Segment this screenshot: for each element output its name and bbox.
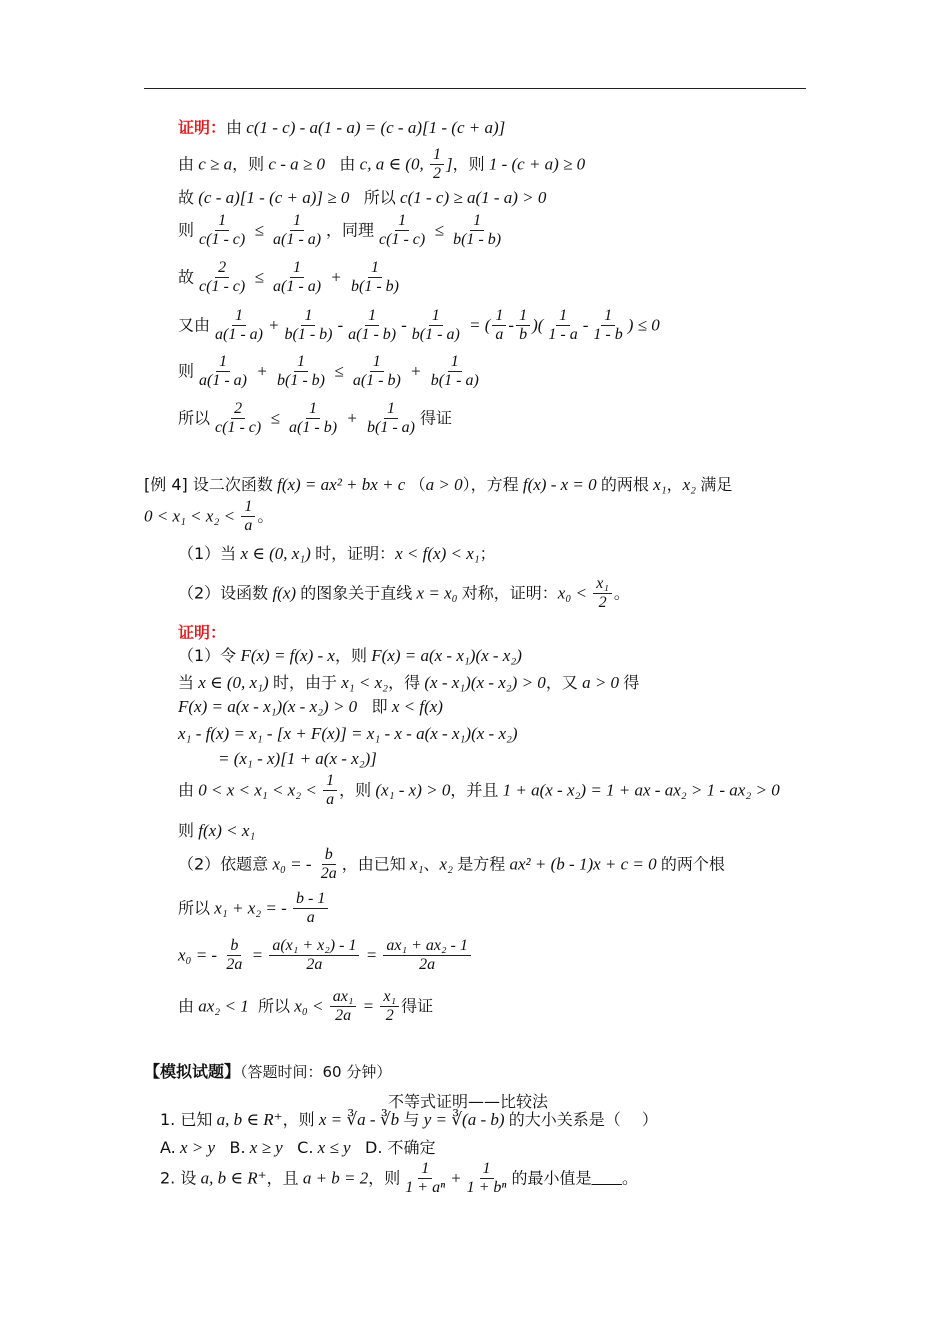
mock-test-heading: [144, 1064, 391, 1080]
proof-line-1: 证明：由 c(1 - c) - a(1 - a) = (c - a)[1 - (c + a)]: [178, 118, 506, 137]
proof-step-10: x₀ = - $\frac{b}{2a}$ = $\frac{\text{a(x₁ + x₂) - 1}}{2a}$ = $\frac{\text{ax₁ + ax₂ - 1}}{2a}$: [178, 937, 473, 975]
mock-test-time: （答题时间：60 分钟）: [240, 1063, 392, 1081]
proof-line-7: 则 $\frac{1}{a(1 - a)}$ + $\frac{1}{b(1 - b)}$ ≤ $\frac{1}{a(1 - b)}$ + $\frac{1}{b(1 - a)}$: [178, 353, 479, 390]
proof-step-4: x₁ - f(x) = x₁ - [x + F(x)] = x₁ - x - a(x - x₁)(x - x₂): [178, 724, 518, 743]
proof-line-3: 故 (c - a)[1 - (c + a)] ≥ 0 所以 c(1 - c) ≥ a(1 - a) > 0: [178, 188, 547, 207]
proof-step-6: 由 0 < x < x₁ < x₂ < $\frac{1}{a}$ ，则 (x₁ - x) > 0，并且 1 + a(x - x₂) = 1 + ax - ax₂ > 1 - ax₂ > 0: [178, 772, 780, 809]
example-4-question-2: （2）设函数 f(x) 的图象关于直线 x = x₀ 对称，证明：x₀ < $\frac{\text{x₁}}{2}$ 。: [178, 575, 630, 612]
proof-step-5: = (x₁ - x)[1 + a(x - x₂)]: [218, 749, 377, 768]
proof-line-6: 又由 $\frac{1}{a(1 - a)}$ + $\frac{1}{b(1 - b)}$ - $\frac{1}{a(1 - b)}$ - $\frac{1}{b(1 - a)}$ = ( $\frac{1}{a}$ - $\frac{1}{b}$ )( $\frac{1}{1 - a}$ - $\frac{1}{1 - b}$ ) ≤ 0: [178, 307, 660, 344]
proof-step-7: 则 f(x) < x₁: [178, 821, 256, 840]
proof-line-2: 由 c ≥ a，则 c - a ≥ 0 由 c, a ∈ (0, $\frac{1}{2}$ ]，则 1 - (c + a) ≥ 0: [178, 146, 586, 183]
example-4-condition: 0 < x₁ < x₂ < $\frac{1}{a}$ 。: [144, 498, 274, 535]
proof-line-8: 所以 $\frac{2}{c(1 - c)}$ ≤ $\frac{1}{a(1 - b)}$ + $\frac{1}{b(1 - a)}$ 得证: [178, 400, 453, 437]
mock-test-subtitle: 不等式证明——比较法: [388, 1092, 549, 1111]
proof-step-3: F(x) = a(x - x₁)(x - x₂) > 0 即 x < f(x): [178, 697, 443, 716]
proof-line-4: 则 $\frac{1}{c(1 - c)}$ ≤ $\frac{1}{a(1 - a)}$ ，同理 $\frac{1}{c(1 - c)}$ ≤ $\frac{1}{b(1 - b)}$: [178, 212, 502, 249]
header-rule: [144, 88, 806, 89]
example-4-question-1: （1）当 x ∈ (0, x₁) 时，证明：x < f(x) < x₁；: [178, 544, 496, 563]
proof-line-5: 故 $\frac{2}{c(1 - c)}$ ≤ $\frac{1}{a(1 - a)}$ + $\frac{1}{b(1 - b)}$: [178, 259, 399, 296]
proof-step-8: （2）依题意 x₀ = - $\frac{b}{2a}$ ，由已知 x₁、x₂ 是方程 ax² + (b - 1)x + c = 0 的两个根: [178, 846, 725, 883]
mock-question-1-options: A. x > y B. x ≥ y C. x ≤ y D. 不确定: [160, 1138, 436, 1157]
mock-test-title: 【模拟试题】: [144, 1062, 241, 1081]
proof-step-11: 由 ax₂ < 1 所以 x₀ < $\frac{\text{ax₁}}{2a}$ = $\frac{\text{x₁}}{2}$ 得证: [178, 988, 434, 1025]
mock-question-2: 2. 设 a, b ∈ R⁺，且 a + b = 2，则 $\frac{1}{\text{1 + aⁿ}}$ + $\frac{1}{\text{1 + bⁿ}}$ 的最小值是 。: [160, 1160, 639, 1197]
example-4-statement: [例 4] 设二次函数 f(x) = ax² + bx + c （a > 0），方程 f(x) - x = 0 的两根 x₁，x₂ 满足: [144, 475, 733, 494]
proof-step-1: （1）令 F(x) = f(x) - x，则 F(x) = a(x - x₁)(x - x₂): [178, 646, 522, 665]
proof-step-9: 所以 x₁ + x₂ = - $\frac{b - 1}{a}$: [178, 890, 330, 928]
proof-label: 证明：: [178, 623, 227, 642]
proof-step-2: 当 x ∈ (0, x₁) 时，由于 x₁ < x₂，得 (x - x₁)(x - x₂) > 0，又 a > 0 得: [178, 673, 640, 692]
mock-question-1: 1. 已知 a, b ∈ R⁺，则 x = ∛a - ∛b 与 y = ∛(a - b) 的大小关系是（ ）: [160, 1110, 658, 1129]
